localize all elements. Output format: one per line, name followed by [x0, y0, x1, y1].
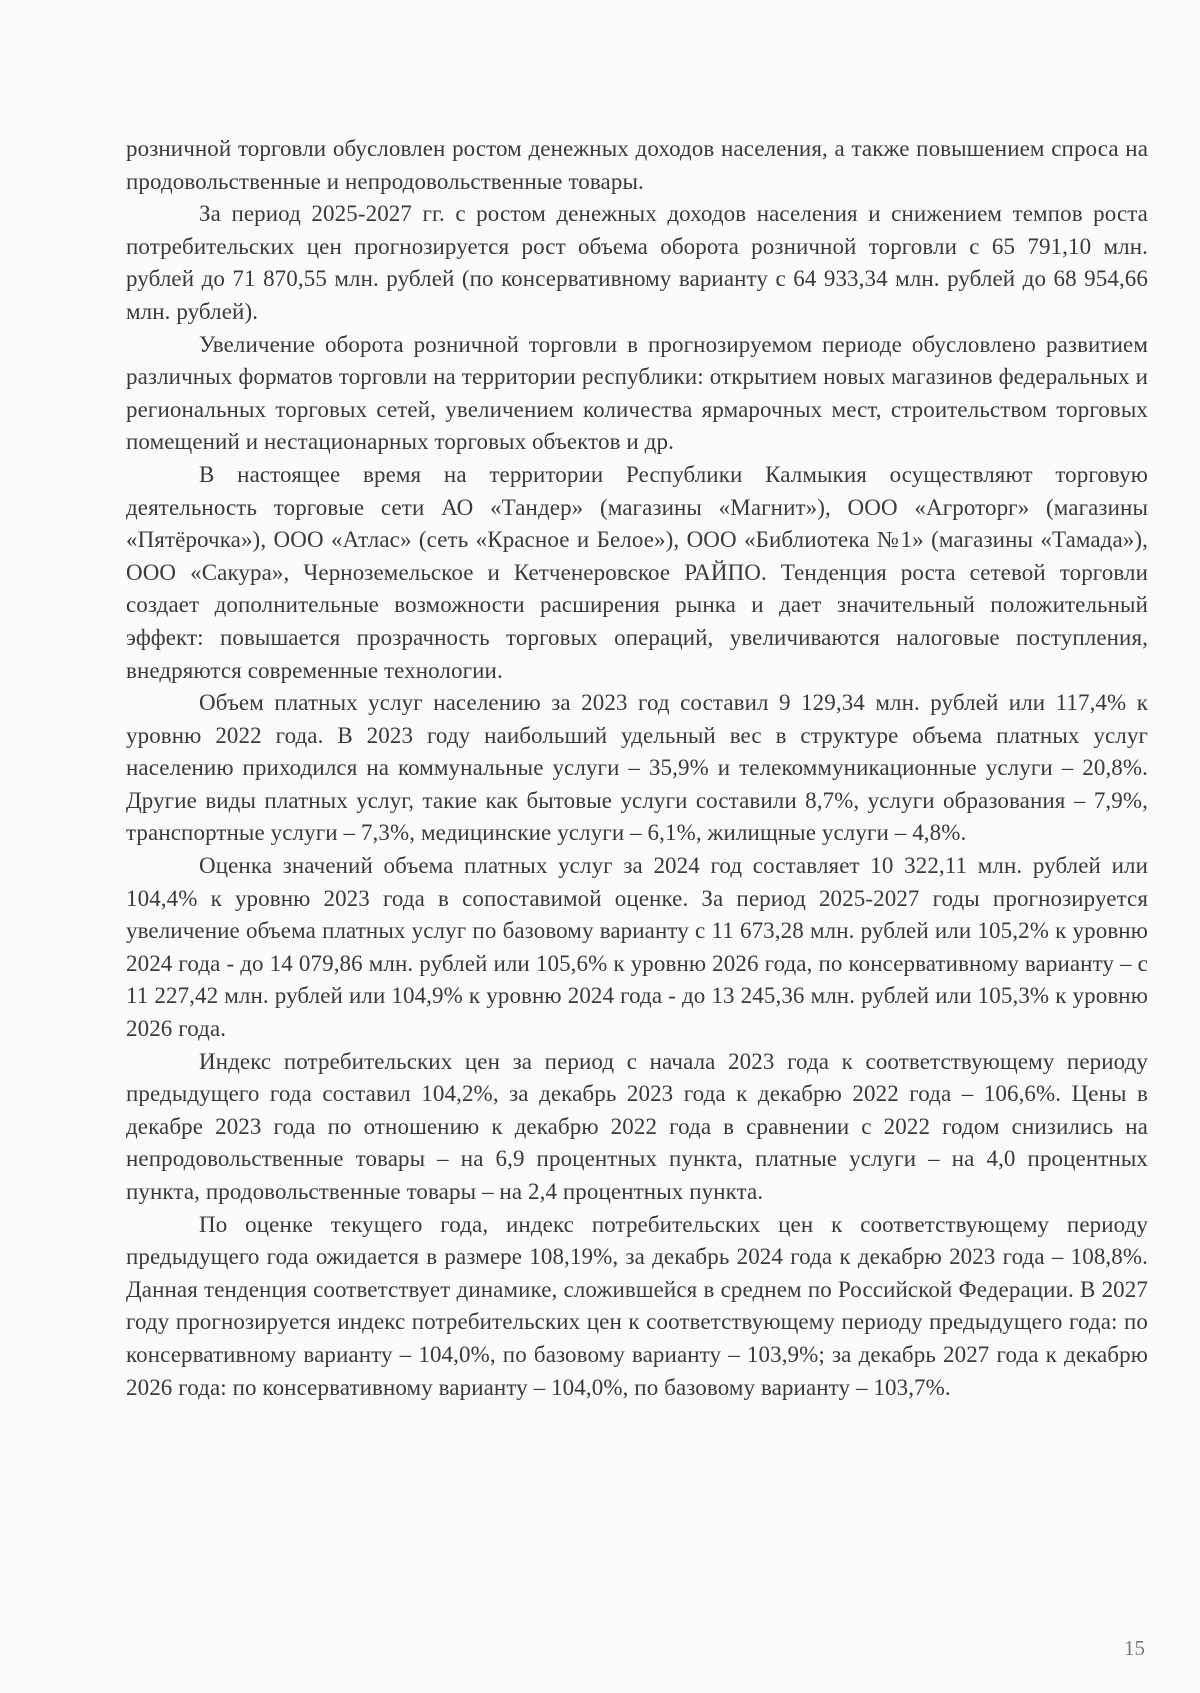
paragraph-retail-growth: Увеличение оборота розничной торговли в прогнозируемом периоде обусловлено развитием различных форматов торговли на территории республики: открытием новых магазинов федеральных и региональных торговых сетей, увеличением количества ярмарочных мест, строительством торговых помещений и нестационарных торговых объектов и др. [126, 331, 1148, 455]
body-text [126, 133, 1148, 1404]
paragraph-cpi-2023: Индекс потребительских цен за период с начала 2023 года к соответствующему периоду предыдущего года составил 104,2%, за декабрь 2023 года к декабрю 2022 года – 106,6%. Цены в декабре 2023 года по отношению к декабрю 2022 года в сравнении с 2022 годом снизились на непродовольственные товары – на 6,9 процентных пункта, платные услуги – на 4,0 процентных пункта, продовольственные товары – на 2,4 процентных пункта. [126, 1048, 1148, 1204]
page-number: 15 [1124, 1636, 1145, 1660]
paragraph-paid-services-forecast: Оценка значений объема платных услуг за 2024 год составляет 10 322,11 млн. рублей или 104,4% к уровню 2023 года в сопоставимой оценке. За период 2025-2027 годы прогнозируется увеличение объема платных услуг по базовому варианту с 11 673,28 млн. рублей или 105,2% к уровню 2024 года - до 14 079,86 млн. рублей или 105,6% к уровню 2026 года, по консервативному варианту – с 11 227,42 млн. рублей или 104,9% к уровню 2024 года - до 13 245,36 млн. рублей или 105,3% к уровню 2026 года. [126, 853, 1148, 1042]
paragraph-cpi-forecast: По оценке текущего года, индекс потребительских цен к соответствующему периоду предыдущего года ожидается в размере 108,19%, за декабрь 2024 года к декабрю 2023 года – 108,8%. Данная тенденция соответствует динамике, сложившейся в среднем по Российской Федерации. В 2027 году прогнозируется индекс потребительских цен к соответствующему периоду предыдущего года: по консервативному варианту – 104,0%, по базовому варианту – 103,9%; за декабрь 2027 года к декабрю 2026 года: по консервативному варианту – 104,0%, по базовому варианту – 103,7%. [126, 1211, 1148, 1400]
paragraph-trade-networks: В настоящее время на территории Республики Калмыкия осуществляют торговую деятельность торговые сети АО «Тандер» (магазины «Магнит»), ООО «Агроторг» (магазины «Пятёрочка»), ООО «Атлас» (сеть «Красное и Белое»), ООО «Библиотека №1» (магазины «Тамада»), ООО «Сакура», Черноземельское и Кетченеровское РАЙПО. Тенденция роста сетевой торговли создает дополнительные возможности расширения рынка и дает значительный положительный эффект: повышается прозрачность торговых операций, увеличиваются налоговые поступления, внедряются современные технологии. [126, 461, 1148, 683]
paragraph-paid-services-2023: Объем платных услуг населению за 2023 год составил 9 129,34 млн. рублей или 117,4% к уровню 2022 года. В 2023 году наибольший удельный вес в структуре объема платных услуг населению приходился на коммунальные услуги – 35,9% и телекоммуникационные услуги – 20,8%. Другие виды платных услуг, такие как бытовые услуги составили 8,7%, услуги образования – 7,9%, транспортные услуги – 7,3%, медицинские услуги – 6,1%, жилищные услуги – 4,8%. [126, 690, 1148, 846]
paragraph-retail-forecast: За период 2025-2027 гг. с ростом денежных доходов населения и снижением темпов роста потребительских цен прогнозируется рост объема оборота розничной торговли с 65 791,10 млн. рублей до 71 870,55 млн. рублей (по консервативному варианту с 64 933,34 млн. рублей до 68 954,66 млн. рублей). [126, 201, 1148, 324]
paragraph-continuation: розничной торговли обусловлен ростом денежных доходов населения, а также повышением спроса на продовольственные и непродовольственные товары. [126, 136, 1148, 194]
